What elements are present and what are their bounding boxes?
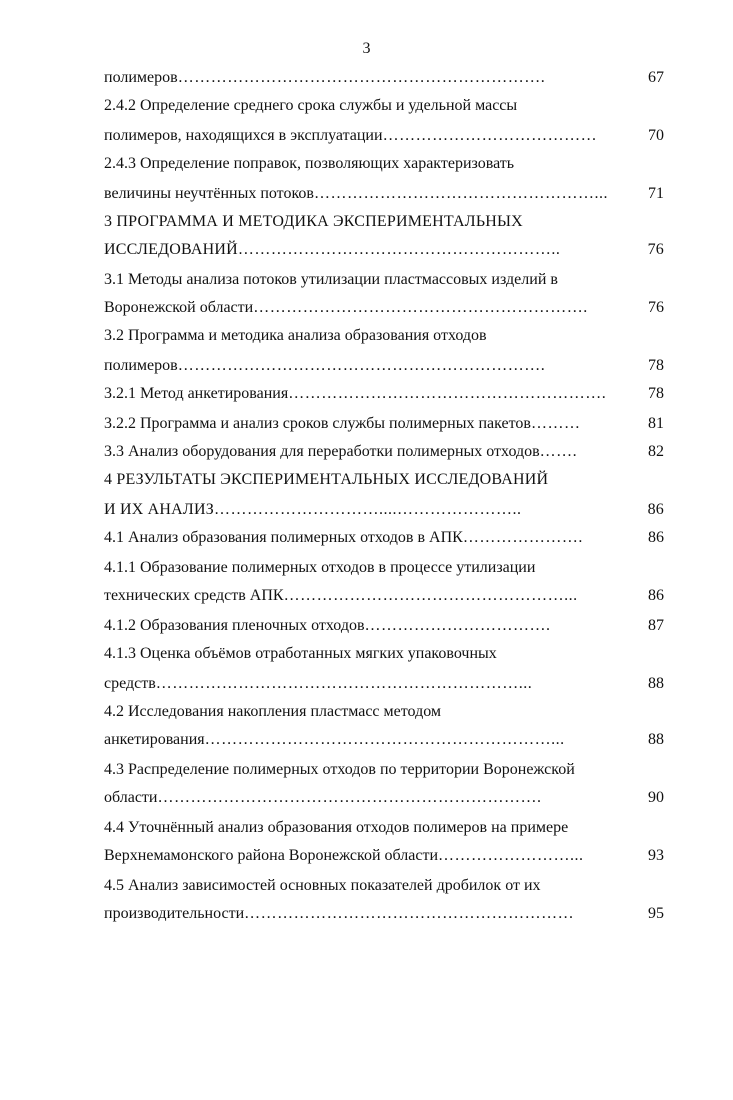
toc-entry-text: технических средств АПК: [104, 587, 284, 604]
toc-chapter-heading: 3 ПРОГРАММА И МЕТОДИКА ЭКСПЕРИМЕНТАЛЬНЫХ: [104, 213, 523, 230]
toc-page-number: 70: [630, 126, 664, 146]
toc-entry-text: 4.1.1 Образование полимерных отходов в процессе утилизации: [104, 559, 536, 576]
toc-leader-dots: ……………………………………………………: [244, 905, 575, 922]
toc-entry-text: 4.1.2 Образования пленочных отходов: [104, 617, 365, 634]
toc-line: [104, 68, 664, 88]
toc-line: [104, 818, 664, 838]
toc-page-number: 78: [630, 384, 664, 404]
toc-page-number: 76: [630, 240, 664, 260]
toc-line: [104, 326, 664, 346]
toc-page-number: 86: [630, 586, 664, 606]
toc-line: [104, 730, 664, 750]
toc-line: [104, 846, 664, 866]
toc-entry-text: средств: [104, 675, 156, 692]
toc-entry-text: 4.4 Уточнённый анализ образования отходов полимеров на примере: [104, 819, 569, 836]
toc-chapter-heading: ИССЛЕДОВАНИЙ: [104, 241, 238, 258]
toc-entry-text: 4.3 Распределение полимерных отходов по территории Воронежской: [104, 761, 575, 778]
toc-page-number: 93: [630, 846, 664, 866]
toc-leader-dots: …….: [539, 443, 578, 460]
toc-leader-dots: ………………………………………………………...: [204, 731, 565, 748]
toc-line: [104, 760, 664, 780]
toc-line: [104, 270, 664, 290]
toc-entry-text: 4.1 Анализ образования полимерных отходов в АПК: [104, 529, 463, 546]
toc-leader-dots: …………………………....…………………..: [213, 501, 522, 518]
toc-entry-text: 3.3 Анализ оборудования для переработки полимерных отходов: [104, 443, 540, 460]
toc-leader-dots: …………………………………………………………….: [157, 789, 542, 806]
toc-entry-text: 3.1 Методы анализа потоков утилизации пластмассовых изделий в: [104, 271, 558, 288]
toc-line: [104, 528, 664, 548]
toc-entry-text: 3.2.1 Метод анкетирования: [104, 385, 289, 402]
toc-line: [104, 384, 664, 404]
toc-line: [104, 96, 664, 116]
toc-line: [104, 558, 664, 578]
toc-line: [104, 674, 664, 694]
toc-entry-text: полимеров, находящихся в эксплуатации: [104, 127, 383, 144]
toc-leader-dots: …………………………………………………….: [253, 299, 588, 316]
toc-chapter-heading: И ИХ АНАЛИЗ: [104, 501, 214, 518]
toc-leader-dots: …………………………….: [364, 617, 551, 634]
toc-page-number: 88: [630, 730, 664, 750]
toc-line: [104, 154, 664, 174]
toc-line: [104, 644, 664, 664]
toc-leader-dots: ………………………………………………………….: [177, 357, 546, 374]
toc-entry-text: анкетирования: [104, 731, 205, 748]
toc-page-number: 81: [630, 414, 664, 434]
toc-entry-text: полимеров: [104, 69, 178, 86]
toc-chapter-heading: 4 РЕЗУЛЬТАТЫ ЭКСПЕРИМЕНТАЛЬНЫХ ИССЛЕДОВАНИЙ: [104, 471, 549, 488]
toc-page-number: 82: [630, 442, 664, 462]
toc-leader-dots: ……………………………………………...: [283, 587, 578, 604]
toc-page-number: 86: [630, 528, 664, 548]
toc-page-number: 90: [630, 788, 664, 808]
toc-entry-text: Воронежской области: [104, 299, 254, 316]
toc-line: [104, 212, 664, 232]
toc-page-number: 76: [630, 298, 664, 318]
toc-entry-text: производительности: [104, 905, 245, 922]
toc-entry-text: величины неучтённых потоков: [104, 185, 314, 202]
toc-entry-text: области: [104, 789, 158, 806]
toc-entry-text: 4.1.3 Оценка объёмов отработанных мягких упаковочных: [104, 645, 497, 662]
toc-entry-text: 2.4.3 Определение поправок, позволяющих характеризовать: [104, 155, 515, 172]
toc-page-number: 71: [630, 184, 664, 204]
toc-page-number: 86: [630, 500, 664, 520]
toc-line: [104, 702, 664, 722]
toc-entry-text: 2.4.2 Определение среднего срока службы и удельной массы: [104, 97, 518, 114]
toc-entry-text: 3.2.2 Программа и анализ сроков службы полимерных пакетов: [104, 415, 531, 432]
toc-leader-dots: ……………………...: [438, 847, 584, 864]
toc-page-number: 95: [630, 904, 664, 924]
toc-line: [104, 586, 664, 606]
toc-line: [104, 184, 664, 204]
page-number: 3: [362, 40, 371, 57]
toc-entry-text: Верхнемамонского района Воронежской области: [104, 847, 439, 864]
toc-leader-dots: ………………………………………………….: [288, 385, 607, 402]
toc-page-number: 78: [630, 356, 664, 376]
toc-leader-dots: ………: [530, 415, 581, 432]
toc-line: [104, 414, 664, 434]
toc-entry-text: полимеров: [104, 357, 178, 374]
toc-page-number: 87: [630, 616, 664, 636]
toc-line: [104, 500, 664, 520]
toc-line: [104, 442, 664, 462]
toc-line: [104, 240, 664, 260]
toc-entry-text: 4.5 Анализ зависимостей основных показателей дробилок от их: [104, 877, 541, 894]
toc-leader-dots: …………………………………………………………...: [155, 675, 533, 692]
toc-entry-text: 4.2 Исследования накопления пластмасс методом: [104, 703, 442, 720]
toc-line: [104, 470, 664, 490]
toc-entry-text: 3.2 Программа и методика анализа образования отходов: [104, 327, 487, 344]
toc-leader-dots: …………………………………: [382, 127, 598, 144]
toc-leader-dots: ……………………………………………...: [313, 185, 608, 202]
toc-line: [104, 126, 664, 146]
toc-line: [104, 356, 664, 376]
toc-line: [104, 876, 664, 896]
toc-leader-dots: ………………………………………………………….: [177, 69, 546, 86]
toc-leader-dots: ………………….: [462, 529, 583, 546]
toc-leader-dots: …………………………………………………..: [237, 241, 561, 258]
toc-line: [104, 788, 664, 808]
toc-page-number: 88: [630, 674, 664, 694]
toc-line: [104, 616, 664, 636]
toc-line: [104, 298, 664, 318]
toc-page-number: 67: [630, 68, 664, 88]
toc-line: [104, 904, 664, 924]
